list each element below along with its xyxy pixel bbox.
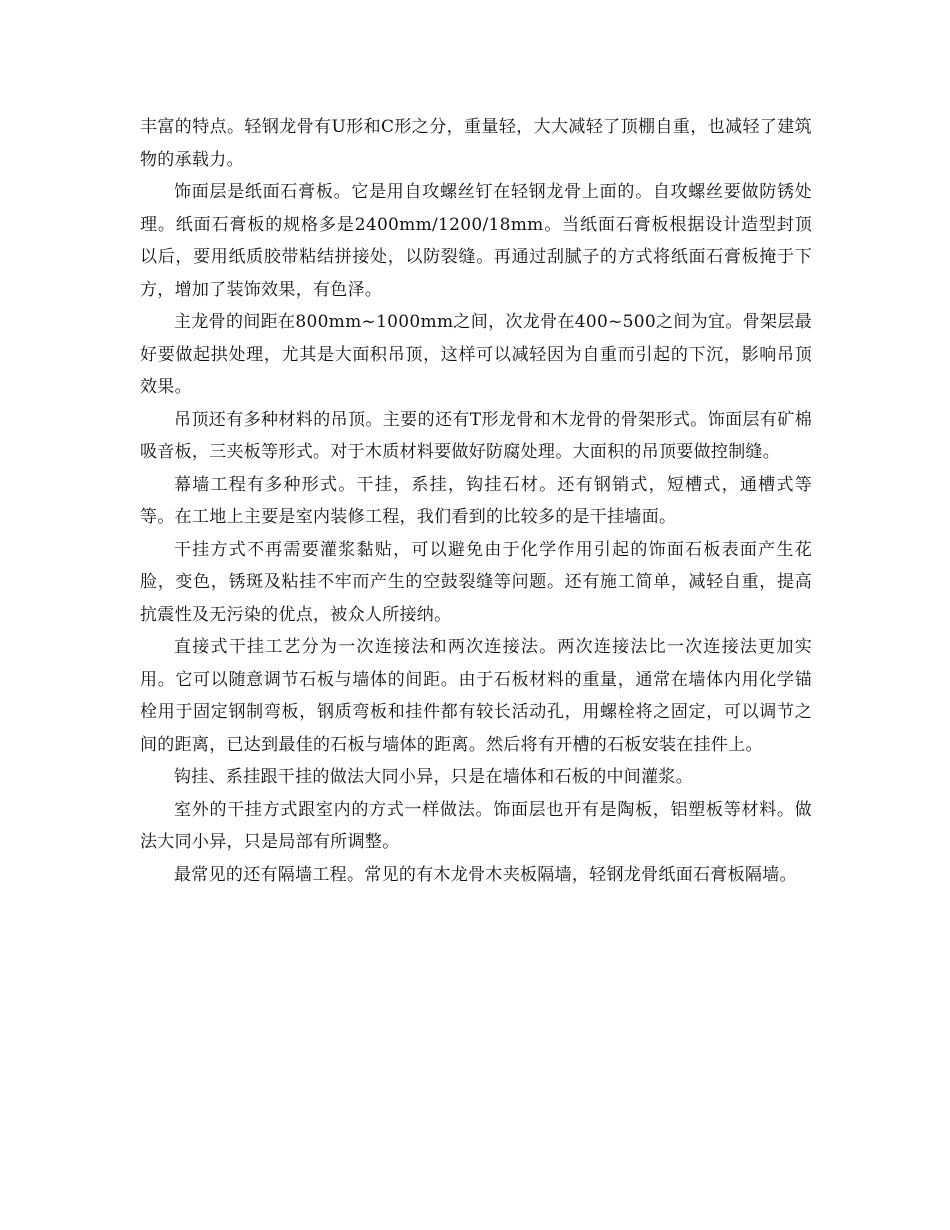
paragraph: 干挂方式不再需要灌浆黏贴，可以避免由于化学作用引起的饰面石板表面产生花脸，变色，锈斑及粘挂不牢而产生的空鼓裂缝等问题。还有施工简单，减轻自重，提高抗震性及无污染的优点，被众人所接纳。 xyxy=(140,539,812,625)
paragraph: 主龙骨的间距在800mm~1000mm之间，次龙骨在400~500之间为宜。骨架层最好要做起拱处理，尤其是大面积吊顶，这样可以减轻因为自重而引起的下沉，影响吊顶效果。 xyxy=(140,312,812,397)
paragraph: 最常见的还有隔墙工程。常见的有木龙骨木夹板隔墙，轻钢龙骨纸面石膏板隔墙。 xyxy=(174,864,797,885)
paragraph: 直接式干挂工艺分为一次连接法和两次连接法。两次连接法比一次连接法更加实用。它可以随意调节石板与墙体的间距。由于石板材料的重量，通常在墙体内用化学锚栓用于固定钢制弯板，钢质弯板和挂件都有较长活动孔，用螺栓将之固定，可以调节之间的距离，已达到最佳的石板与墙体的距离。然后将有开槽的石板安装在挂件上。 xyxy=(140,637,812,755)
paragraph: 室外的干挂方式跟室内的方式一样做法。饰面层也开有是陶板，铝塑板等材料。做法大同小异，只是局部有所调整。 xyxy=(140,799,812,852)
paragraph: 饰面层是纸面石膏板。它是用自攻螺丝钉在轻钢龙骨上面的。自攻螺丝要做防锈处理。纸面石膏板的规格多是2400mm/1200/18mm。当纸面石膏板根据设计造型封顶以后，要用纸质胶带粘结拼接处，以防裂缝。再通过刮腻子的方式将纸面石膏板掩于下方，增加了装饰效果，有色泽。 xyxy=(140,182,812,300)
paragraph: 丰富的特点。轻钢龙骨有U形和C形之分，重量轻，大大减轻了顶棚自重，也减轻了建筑物的承载力。 xyxy=(140,117,812,170)
document-body xyxy=(140,111,812,891)
paragraph: 吊顶还有多种材料的吊顶。主要的还有T形龙骨和木龙骨的骨架形式。饰面层有矿棉吸音板，三夹板等形式。对于木质材料要做好防腐处理。大面积的吊顶要做控制缝。 xyxy=(140,409,812,462)
paragraph: 钩挂、系挂跟干挂的做法大同小异，只是在墙体和石板的中间灌浆。 xyxy=(174,767,693,787)
paragraph: 幕墙工程有多种形式。干挂，系挂，钩挂石材。还有钢销式，短槽式，通槽式等等。在工地上主要是室内装修工程，我们看到的比较多的是干挂墙面。 xyxy=(140,474,812,527)
